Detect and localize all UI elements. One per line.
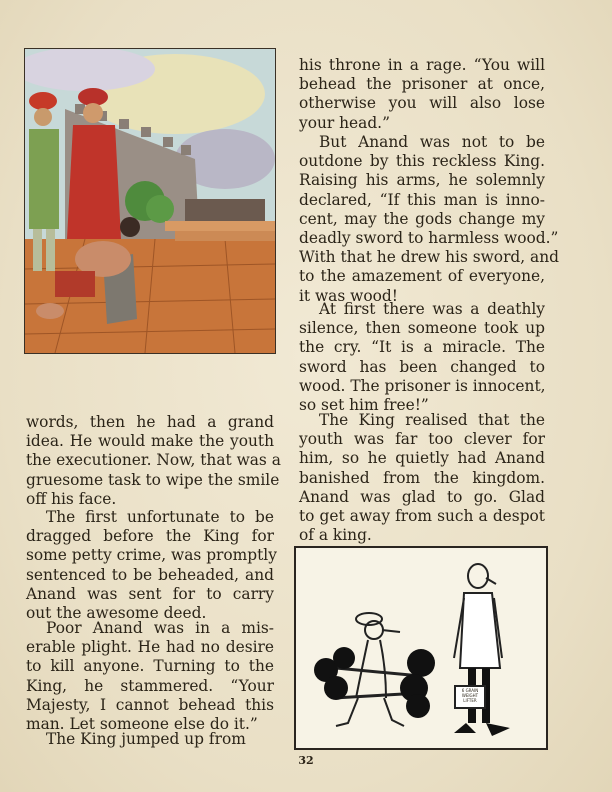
suitcase-label: 6 GRAIN WEIGHT LIFTER	[461, 688, 479, 703]
text-line: to the amazement of everyone,	[299, 267, 545, 286]
cartoon-weightlifter	[294, 546, 548, 750]
text-line: At first there was a deathly	[319, 300, 545, 318]
left-column-para-2	[26, 508, 277, 623]
text-line: The King jumped up from	[46, 730, 246, 748]
text-line: erable plight. He had no desire	[26, 638, 274, 657]
text-line: otherwise you will also lose	[299, 94, 545, 113]
text-line: idea. He would make the youth	[26, 432, 274, 451]
text-line: to kill anyone. Turning to the	[26, 657, 274, 676]
text-line: Poor Anand was in a mis-	[46, 619, 274, 637]
text-line: off his face.	[26, 489, 117, 508]
text-line: dragged before the King for	[26, 527, 274, 546]
text-line: Majesty, I cannot behead this	[26, 695, 274, 714]
text-line: Anand was sent for to carry	[26, 584, 274, 603]
text-line: to get away from such a despot	[299, 507, 545, 526]
text-line: Anand was glad to go. Glad	[299, 487, 545, 506]
text-line: words, then he had a grand	[26, 413, 274, 431]
text-line: silence, then someone took up	[299, 319, 545, 338]
text-line: the cry. “It is a miracle. The	[299, 338, 545, 357]
text-line: declared, “If this man is inno-	[299, 190, 545, 209]
text-line: out the awesome deed.	[26, 604, 207, 623]
text-line: youth was far too clever for	[299, 430, 545, 449]
text-line: With that he drew his sword, and	[299, 248, 560, 267]
right-column-para-1	[299, 56, 545, 133]
text-line: wood. The prisoner is innocent,	[299, 376, 546, 395]
text-line: behead the prisoner at once,	[299, 75, 545, 94]
left-column-para-4	[26, 730, 274, 749]
text-line: it was wood!	[299, 286, 398, 305]
right-column-para-3	[299, 300, 545, 415]
text-line: man. Let someone else do it.”	[26, 715, 258, 734]
text-line: The King realised that the	[319, 411, 545, 429]
text-line: so set him free!”	[299, 396, 429, 415]
text-line: deadly sword to harmless wood.”	[299, 229, 559, 248]
text-line: some petty crime, was promptly	[26, 546, 277, 565]
text-line: gruesome task to wipe the smile	[26, 470, 280, 489]
left-column-para-1	[26, 413, 281, 509]
text-line: your head.”	[299, 113, 390, 132]
right-column-para-4	[299, 411, 545, 545]
text-line: him, so he quietly had Anand	[299, 449, 545, 468]
text-line: the executioner. Now, that was a	[26, 451, 281, 470]
illustration-king-and-prisoner	[24, 48, 276, 354]
right-column-para-2	[299, 133, 560, 306]
text-line: sentenced to be beheaded, and	[26, 565, 274, 584]
text-line: sword has been changed to	[299, 357, 545, 376]
text-line: his throne in a rage. “You will	[299, 56, 545, 74]
text-line: Raising his arms, he solemnly	[299, 171, 545, 190]
text-line: But Anand was not to be	[319, 133, 545, 151]
text-line: King, he stammered. “Your	[26, 676, 274, 695]
text-line: outdone by this reckless King.	[299, 152, 545, 171]
text-line: banished from the kingdom.	[299, 468, 545, 487]
text-line: cent, may the gods change my	[299, 209, 545, 228]
text-line: The first unfortunate to be	[46, 508, 274, 526]
text-line: of a king.	[299, 526, 372, 545]
page-number: 32	[298, 754, 314, 767]
left-column-para-3	[26, 619, 274, 734]
